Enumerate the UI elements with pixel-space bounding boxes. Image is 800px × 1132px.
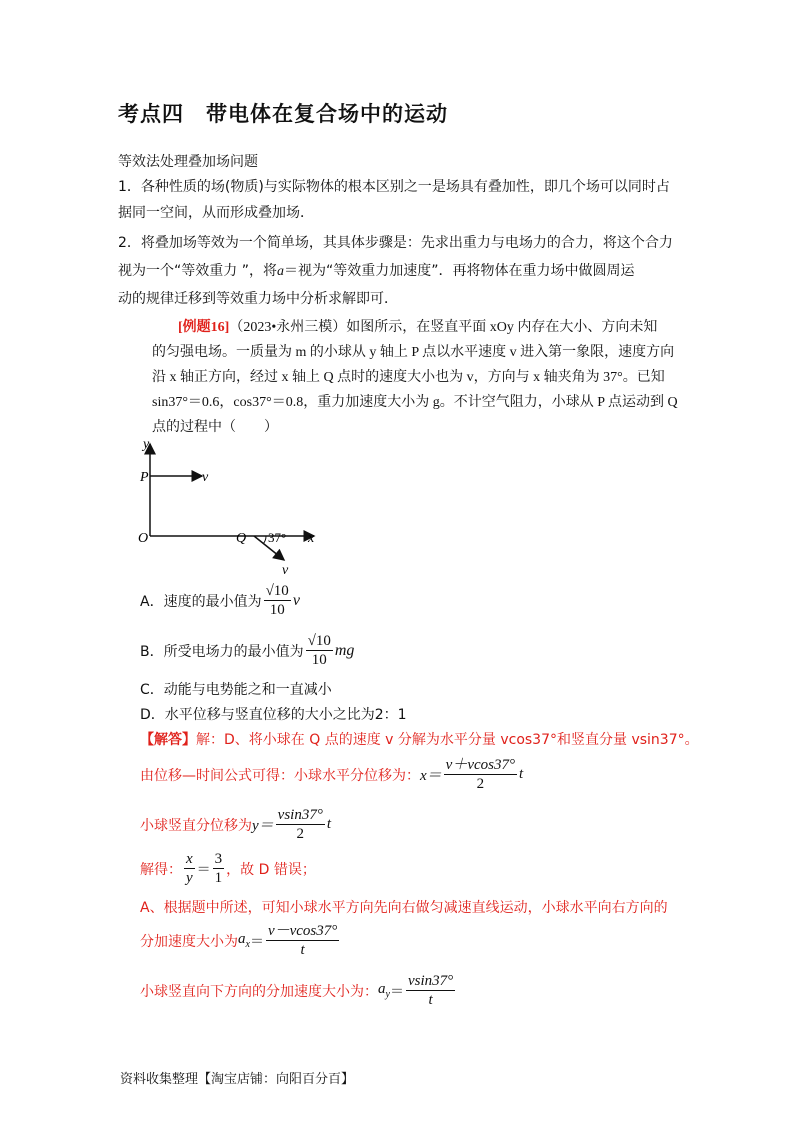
velocity-label-top: v bbox=[202, 470, 209, 485]
answer-line-2-denominator: 2 bbox=[476, 776, 485, 792]
answer-line-6-text: 分加速度大小为 bbox=[140, 933, 238, 950]
answer-line-4-tail: ，故 D 错误； bbox=[226, 861, 316, 878]
intro-p2-text-b: ＝视为“等效重力加速度”．再将物体在重力场中做圆周运 bbox=[283, 263, 635, 279]
intro-p2-text-a: 视为一个“等效重力 ”，将 bbox=[118, 263, 277, 279]
answer-line-1-text: 解：D、将小球在 Q 点的速度 v 分解为水平分量 vcos37°和竖直分量 vsin37°。 bbox=[196, 732, 699, 748]
option-b-suffix: mg bbox=[334, 641, 355, 659]
answer-line-7-numerator: vsin37° bbox=[407, 973, 454, 989]
velocity-label-bottom: v bbox=[282, 563, 289, 576]
y-axis-label: y bbox=[143, 437, 150, 452]
answer-line-6-numerator: v－vcos37° bbox=[267, 923, 338, 939]
answer-line-7-equals: ＝ bbox=[389, 983, 404, 1000]
page-footer: 资料收集整理【淘宝店铺：向阳百分百】 bbox=[120, 1072, 355, 1087]
option-a bbox=[140, 582, 300, 619]
example-line-2: 的匀强电场。一质量为 m 的小球从 y 轴上 P 点以水平速度 v 进入第一象限，速度方向 bbox=[152, 345, 675, 360]
point-q-label: Q bbox=[236, 531, 247, 546]
answer-line-4 bbox=[140, 850, 316, 887]
option-a-numerator: √10 bbox=[265, 583, 289, 599]
example-line-4: sin37°＝0.6，cos37°＝0.8，重力加速度大小为 g。不计空气阻力，小球从 P 点运动到 Q bbox=[152, 395, 678, 410]
option-c: C．动能与电势能之和一直减小 bbox=[140, 682, 332, 698]
intro-paragraph-1-line-2: 据同一空间，从而形成叠加场． bbox=[118, 205, 314, 221]
answer-line-4-denominator-2: 1 bbox=[214, 870, 223, 886]
answer-line-3 bbox=[140, 806, 331, 843]
intro-paragraph-2-line-1: 2．将叠加场等效为一个简单场，其具体步骤是：先求出重力与电场力的合力，将这个合力 bbox=[118, 235, 673, 251]
example-line-1-text: （2023•永州三模）如图所示，在竖直平面 xOy 内存在大小、方向未知 bbox=[229, 320, 658, 335]
answer-line-3-text: 小球竖直分位移为 bbox=[140, 817, 252, 834]
answer-line-1 bbox=[140, 726, 699, 754]
answer-line-5: A、根据题中所述，可知小球水平方向先向右做匀减速直线运动，小球水平向右方向的 bbox=[140, 900, 668, 916]
intro-paragraph-2-line-3: 动的规律迁移到等效重力场中分析求解即可． bbox=[118, 291, 398, 307]
answer-line-3-t: t bbox=[326, 816, 332, 832]
option-a-suffix: v bbox=[292, 591, 300, 609]
answer-line-7 bbox=[140, 972, 457, 1009]
answer-line-4-equals: ＝ bbox=[196, 861, 211, 878]
option-b-denominator: 10 bbox=[311, 652, 327, 668]
option-d: D．水平位移与竖直位移的大小之比为2：1 bbox=[140, 707, 407, 723]
option-b-prefix: B．所受电场力的最小值为 bbox=[140, 643, 304, 660]
coordinate-figure bbox=[132, 436, 332, 576]
angle-label: 37° bbox=[268, 530, 287, 545]
answer-line-7-fraction bbox=[406, 972, 455, 1009]
answer-line-4-text: 解得： bbox=[140, 861, 182, 878]
answer-line-6-denominator: t bbox=[300, 942, 305, 958]
answer-line-2-numerator: v＋vcos37° bbox=[445, 757, 515, 773]
section-heading: 考点四 带电体在复合场中的运动 bbox=[118, 102, 448, 126]
option-a-denominator: 10 bbox=[269, 602, 285, 618]
answer-line-2-t: t bbox=[518, 766, 524, 782]
answer-line-4-fraction-2 bbox=[213, 850, 225, 887]
answer-line-4-numerator-2: 3 bbox=[214, 851, 223, 867]
answer-line-2-fraction bbox=[444, 756, 517, 793]
answer-line-3-fraction bbox=[276, 806, 325, 843]
origin-label: O bbox=[138, 531, 149, 546]
answer-line-2-lhs: x＝ bbox=[420, 768, 442, 784]
answer-label: 【解答】 bbox=[140, 732, 196, 748]
option-b-fraction bbox=[306, 632, 333, 669]
point-p-label: P bbox=[140, 470, 149, 485]
example-tag: [例题16] bbox=[178, 320, 230, 335]
intro-p2-var-a: a bbox=[276, 264, 284, 279]
answer-line-6-lhs: $a_x$ bbox=[238, 931, 250, 950]
intro-paragraph-2-line-2 bbox=[118, 257, 634, 286]
answer-line-4-fraction-1 bbox=[184, 850, 195, 887]
example-line-1 bbox=[178, 314, 657, 342]
answer-line-3-numerator: vsin37° bbox=[277, 807, 323, 823]
answer-line-6-equals: ＝ bbox=[249, 933, 264, 950]
option-a-fraction bbox=[264, 582, 291, 619]
answer-line-4-denominator-1: y bbox=[186, 870, 193, 886]
example-line-5: 点的过程中（ ） bbox=[152, 420, 278, 435]
angle-arc bbox=[263, 536, 266, 544]
option-b bbox=[140, 632, 354, 669]
answer-line-3-denominator: 2 bbox=[296, 826, 304, 842]
option-a-prefix: A．速度的最小值为 bbox=[140, 593, 262, 610]
example-line-3: 沿 x 轴正方向，经过 x 轴上 Q 点时的速度大小也为 v，方向与 x 轴夹角为 37°。已知 bbox=[152, 370, 665, 385]
answer-line-3-lhs: y＝ bbox=[252, 818, 274, 834]
answer-line-6-fraction bbox=[266, 922, 339, 959]
answer-line-7-lhs: $a_y$ bbox=[378, 981, 390, 1000]
answer-line-7-text: 小球竖直向下方向的分加速度大小为： bbox=[140, 983, 378, 1000]
answer-line-2 bbox=[140, 756, 523, 793]
intro-subtitle: 等效法处理叠加场问题 bbox=[118, 154, 258, 170]
option-b-numerator: √10 bbox=[307, 633, 331, 649]
x-axis-label: x bbox=[308, 531, 315, 546]
answer-line-2-text: 由位移—时间公式可得：小球水平分位移为： bbox=[140, 767, 420, 784]
answer-line-6 bbox=[140, 922, 341, 959]
answer-line-7-denominator: t bbox=[428, 992, 433, 1008]
intro-paragraph-1-line-1: 1．各种性质的场(物质)与实际物体的根本区别之一是场具有叠加性，即几个场可以同时占 bbox=[118, 179, 670, 195]
answer-line-4-numerator-1: x bbox=[186, 851, 193, 867]
